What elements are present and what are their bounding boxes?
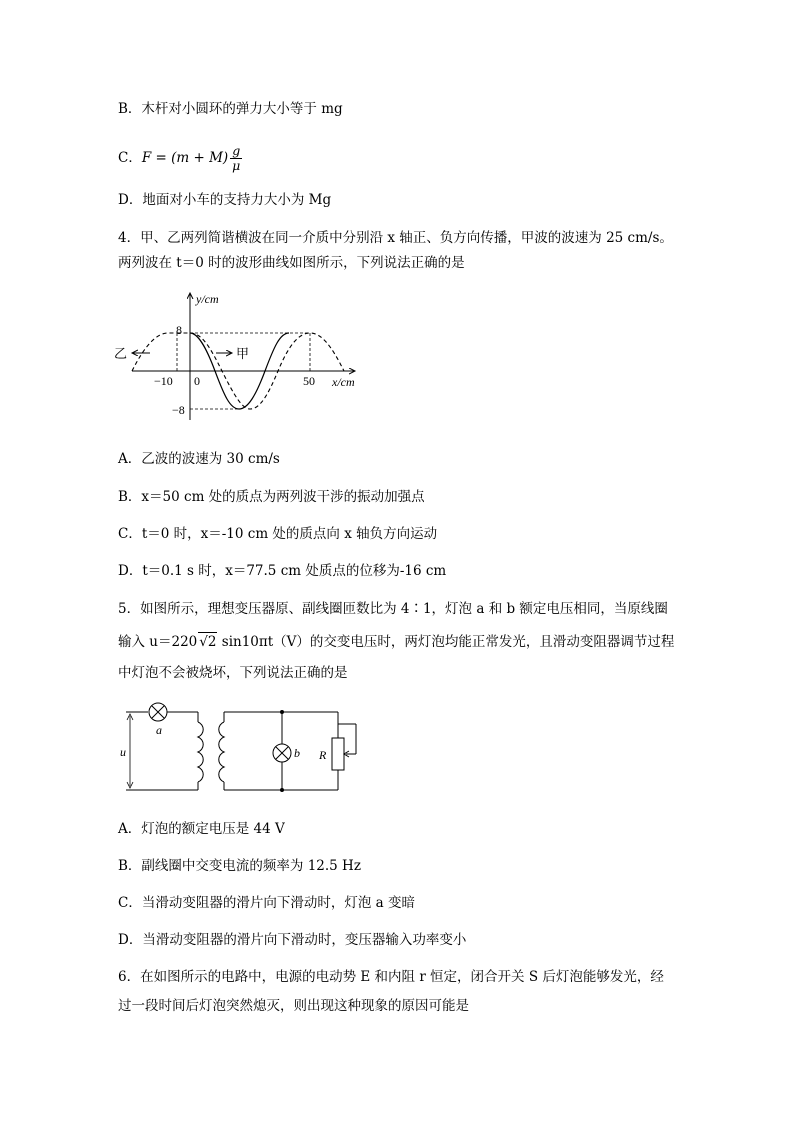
q3-formula-eq: =: [155, 150, 167, 166]
q3-formula-numerator: g: [232, 143, 241, 158]
q3-formula-lhs: F: [141, 150, 152, 166]
q4-tick-neg10: −10: [154, 374, 173, 388]
q6-stem-line2: 过一段时间后灯泡突然熄灭，则出现这种现象的原因可能是: [118, 998, 469, 1014]
q5-rheostat: [332, 738, 344, 770]
q3-formula-fraction: [230, 144, 242, 173]
q4-tick-50: 50: [303, 374, 315, 388]
q5-sqrt: √2: [199, 634, 217, 650]
q5-stem-line3: 中灯泡不会被烧坏，下列说法正确的是: [118, 665, 348, 681]
q5-option-b: B．副线圈中交变电流的频率为 12.5 Hz: [118, 858, 361, 874]
q6-stem-line1: 6．在如图所示的电路中，电源的电动势 E 和内阻 r 恒定，闭合开关 S 后灯泡能够发光，经: [118, 969, 664, 985]
q4-option-c: C．t＝0 时，x＝-10 cm 处的质点向 x 轴负方向运动: [118, 526, 438, 542]
q5-circuit-figure: [118, 700, 368, 800]
q4-tick-8: 8: [176, 323, 182, 337]
q4-option-b: B．x＝50 cm 处的质点为两列波干涉的振动加强点: [118, 489, 425, 505]
q3-formula-paren: (m + M): [171, 150, 229, 166]
q3-option-c-label: C．: [118, 150, 142, 166]
q4-label-jia: 甲: [236, 346, 250, 361]
q5-label-a: a: [156, 723, 162, 737]
q5-stem-line2-post: sin10πt（V）的交变电压时，两灯泡均能正常发光，且滑动变阻器调节过程: [217, 634, 675, 650]
q5-primary-coil: [198, 722, 203, 782]
q5-option-d: D．当滑动变阻器的滑片向下滑动时，变压器输入功率变小: [118, 932, 467, 948]
q4-y-axis-label: y/cm: [196, 292, 219, 306]
q4-stem-line2: 两列波在 t＝0 时的波形曲线如图所示，下列说法正确的是: [118, 255, 465, 271]
q5-label-u: u: [120, 745, 126, 759]
q4-stem-line1: 4．甲、乙两列简谐横波在同一介质中分别沿 x 轴正、负方向传播，甲波的波速为 25 cm/s。: [118, 230, 673, 246]
q3-option-b: B．木杆对小圆环的弹力大小等于 mg: [118, 101, 343, 117]
q5-stem-line2: [118, 632, 674, 651]
q4-tick-0: 0: [194, 374, 200, 388]
q5-option-a: A．灯泡的额定电压是 44 V: [118, 821, 285, 837]
q4-x-axis-label: x/cm: [332, 375, 355, 389]
q5-sqrt-value: 2: [207, 634, 217, 650]
q3-formula-denominator: μ: [232, 158, 241, 173]
q5-stem-line2-pre: 输入 u＝220: [118, 634, 198, 650]
q5-stem-line1: 5．如图所示，理想变压器原、副线圈匝数比为 4∶1，灯泡 a 和 b 额定电压相同，当原线圈: [118, 601, 668, 617]
q5-label-b: b: [294, 746, 300, 760]
q4-label-yi: 乙: [114, 346, 128, 361]
q4-wave-figure: [110, 285, 370, 425]
q4-tick-neg8: −8: [172, 403, 185, 417]
q3-option-d: D．地面对小车的支持力大小为 Mg: [118, 192, 332, 208]
q5-label-r: R: [319, 748, 327, 762]
q4-option-a: A．乙波的波速为 30 cm/s: [118, 451, 280, 467]
q4-option-d: D．t＝0.1 s 时，x＝77.5 cm 处质点的位移为-16 cm: [118, 563, 447, 579]
q3-option-c: [118, 140, 242, 176]
q5-secondary-coil: [219, 722, 224, 782]
q5-option-c: C．当滑动变阻器的滑片向下滑动时，灯泡 a 变暗: [118, 895, 415, 911]
